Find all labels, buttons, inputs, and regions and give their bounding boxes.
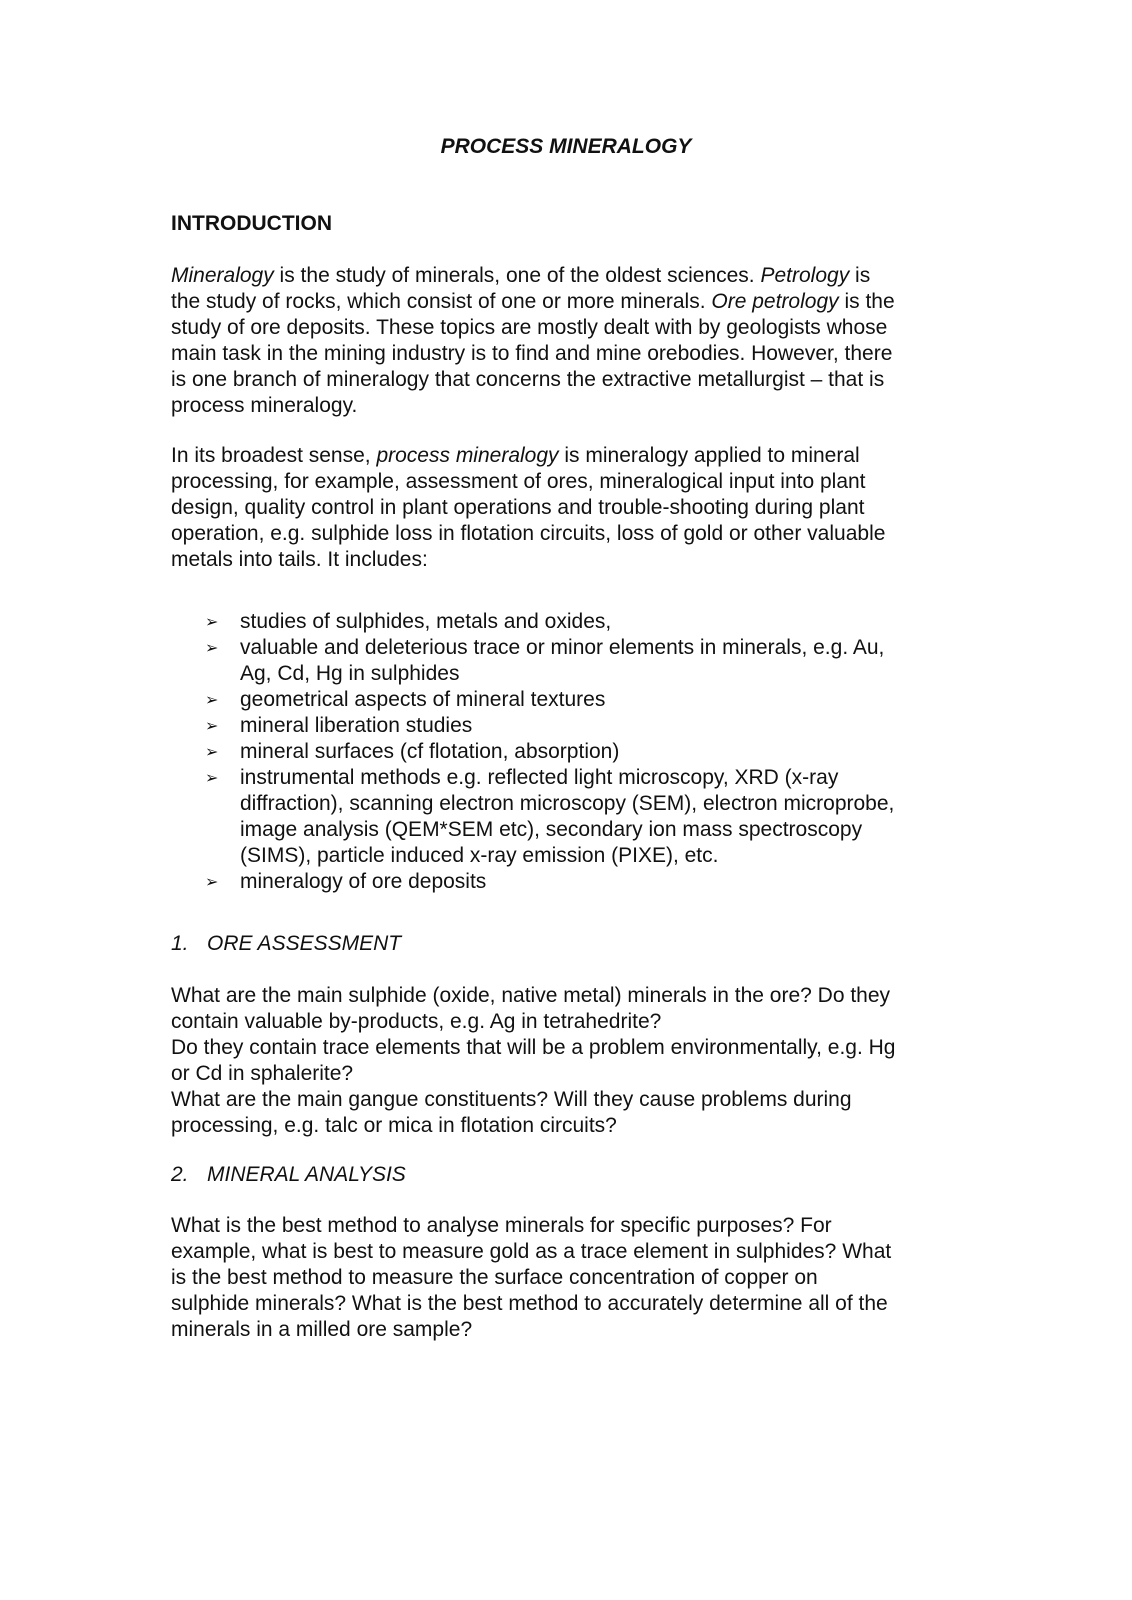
section-title: ORE ASSESSMENT	[207, 932, 402, 955]
arrowhead-bullet-icon: ➢	[205, 638, 219, 657]
intro-paragraph-2	[171, 443, 971, 573]
text-run: is the	[838, 290, 895, 313]
arrowhead-bullet-icon: ➢	[205, 872, 219, 891]
introduction-heading: INTRODUCTION	[171, 212, 332, 235]
bullet-text	[240, 635, 971, 687]
text-line: studies of sulphides, metals and oxides,	[240, 610, 612, 633]
section-title: MINERAL ANALYSIS	[207, 1163, 406, 1186]
bullet-text	[240, 713, 971, 739]
bullet-text	[240, 869, 971, 895]
text-line	[171, 443, 971, 469]
text-line: mineralogy of ore deposits	[240, 870, 487, 893]
text-line: Ag, Cd, Hg in sulphides	[240, 662, 460, 685]
bullet-text	[240, 687, 971, 713]
text-run: In its broadest sense,	[171, 444, 377, 467]
text-line: design, quality control in plant operations and trouble-shooting during plant	[171, 496, 865, 519]
text-line: processing, for example, assessment of ores, mineralogical input into plant	[171, 470, 866, 493]
term-mineralogy: Mineralogy	[171, 264, 274, 287]
text-line: is one branch of mineralogy that concerns the extractive metallurgist – that is	[171, 368, 885, 391]
arrowhead-bullet-icon: ➢	[205, 690, 219, 709]
text-line: is the best method to measure the surface concentration of copper on	[171, 1266, 818, 1289]
section-2-heading	[171, 1162, 406, 1188]
bullet-text	[240, 609, 971, 635]
text-line: Do they contain trace elements that will be a problem environmentally, e.g. Hg	[171, 1036, 896, 1059]
text-line: operation, e.g. sulphide loss in flotation circuits, loss of gold or other valuable	[171, 522, 886, 545]
text-run: the study of rocks, which consist of one or more minerals.	[171, 290, 712, 313]
text-run: is	[849, 264, 871, 287]
arrowhead-bullet-icon: ➢	[205, 742, 219, 761]
text-line	[171, 289, 971, 315]
text-line: contain valuable by-products, e.g. Ag in tetrahedrite?	[171, 1010, 662, 1033]
arrowhead-bullet-icon: ➢	[205, 716, 219, 735]
term-process-mineralogy: process mineralogy	[376, 444, 559, 467]
text-line: mineral surfaces (cf flotation, absorption)	[240, 740, 620, 763]
includes-bullet-list	[171, 609, 971, 895]
text-line: valuable and deleterious trace or minor elements in minerals, e.g. Au,	[240, 636, 885, 659]
text-line: image analysis (QEM*SEM etc), secondary ion mass spectroscopy	[240, 818, 863, 841]
text-line: What is the best method to analyse minerals for specific purposes? For	[171, 1214, 832, 1237]
text-line: diffraction), scanning electron microscopy (SEM), electron microprobe,	[240, 792, 895, 815]
document-title: PROCESS MINERALOGY	[440, 135, 692, 158]
text-line: (SIMS), particle induced x-ray emission (PIXE), etc.	[240, 844, 719, 867]
text-line: What are the main sulphide (oxide, native metal) minerals in the ore? Do they	[171, 984, 891, 1007]
text-line: study of ore deposits. These topics are mostly dealt with by geologists whose	[171, 316, 888, 339]
bullet-item	[171, 869, 971, 895]
text-line	[171, 263, 971, 289]
text-line: geometrical aspects of mineral textures	[240, 688, 606, 711]
arrowhead-bullet-icon: ➢	[205, 612, 219, 631]
intro-paragraph-1	[171, 263, 971, 419]
text-run: is mineralogy applied to mineral	[558, 444, 860, 467]
text-line: What are the main gangue constituents? Will they cause problems during	[171, 1088, 852, 1111]
bullet-item	[171, 609, 971, 635]
section-1-paragraph	[171, 983, 971, 1139]
text-line: mineral liberation studies	[240, 714, 473, 737]
term-petrology: Petrology	[760, 264, 850, 287]
section-number: 1.	[171, 932, 189, 955]
text-line: example, what is best to measure gold as a trace element in sulphides? What	[171, 1240, 892, 1263]
term-ore-petrology: Ore petrology	[711, 290, 839, 313]
bullet-item	[171, 739, 971, 765]
text-line: metals into tails. It includes:	[171, 548, 428, 571]
text-line: main task in the mining industry is to find and mine orebodies. However, there	[171, 342, 893, 365]
arrowhead-bullet-icon: ➢	[205, 768, 219, 787]
bullet-item	[171, 765, 971, 869]
text-line: sulphide minerals? What is the best method to accurately determine all of the	[171, 1292, 888, 1315]
text-line: instrumental methods e.g. reflected light microscopy, XRD (x-ray	[240, 766, 839, 789]
section-1-heading	[171, 931, 401, 957]
text-line: processing, e.g. talc or mica in flotation circuits?	[171, 1114, 617, 1137]
bullet-item	[171, 713, 971, 739]
section-number: 2.	[171, 1163, 189, 1186]
text-run: is the study of minerals, one of the oldest sciences.	[273, 264, 761, 287]
text-line: process mineralogy.	[171, 394, 358, 417]
text-line: or Cd in sphalerite?	[171, 1062, 354, 1085]
section-2-paragraph	[171, 1213, 971, 1343]
bullet-text	[240, 765, 971, 869]
text-line: minerals in a milled ore sample?	[171, 1318, 473, 1341]
bullet-text	[240, 739, 971, 765]
bullet-item	[171, 687, 971, 713]
bullet-item	[171, 635, 971, 687]
